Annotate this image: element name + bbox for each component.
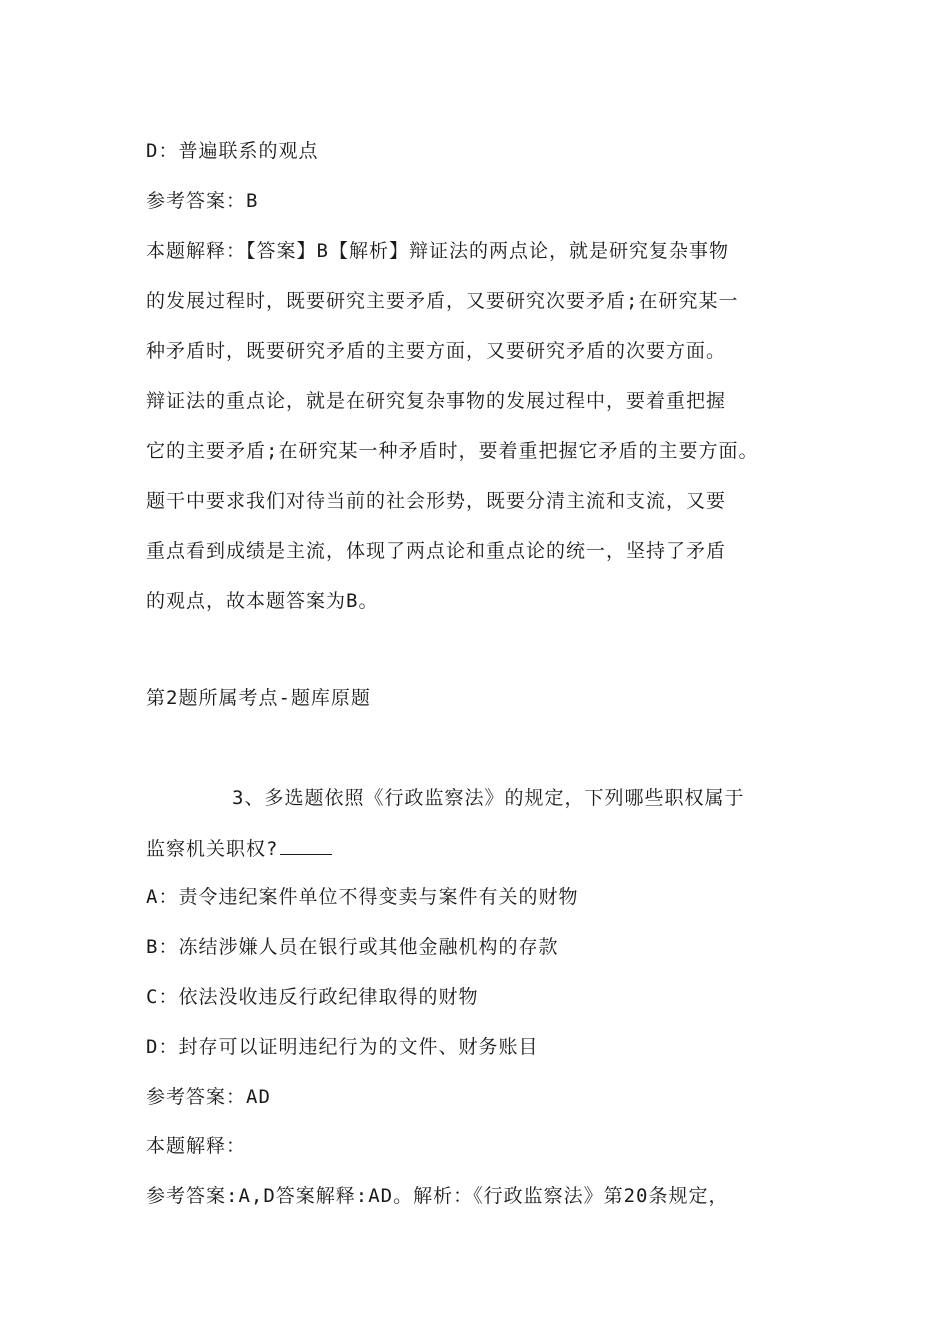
q2-explanation-line: 它的主要矛盾;在研究某一种矛盾时，要着重把握它矛盾的主要方面。 <box>146 440 759 462</box>
q3-option-d: D：封存可以证明违纪行为的文件、财务账目 <box>146 1036 539 1058</box>
q3-explanation-line: 参考答案:A,D答案解释:AD。解析：《行政监察法》第20条规定， <box>146 1185 729 1207</box>
q3-answer: 参考答案：AD <box>146 1086 271 1108</box>
q2-explanation-line: 的观点，故本题答案为B。 <box>146 590 379 612</box>
q2-explanation-line: 的发展过程时，既要研究主要矛盾，又要研究次要矛盾;在研究某一 <box>146 290 739 312</box>
q3-option-a: A：责令违纪案件单位不得变卖与案件有关的财物 <box>146 886 579 908</box>
q3-explanation-label: 本题解释： <box>146 1135 247 1157</box>
q2-knowledge-point: 第2题所属考点-题库原题 <box>146 687 371 709</box>
q2-answer: 参考答案：B <box>146 190 259 212</box>
q3-stem-line1: 3、多选题依照《行政监察法》的规定，下列哪些职权属于 <box>232 787 745 809</box>
q3-option-c: C：依法没收违反行政纪律取得的财物 <box>146 986 479 1008</box>
q2-explanation-line: 辩证法的重点论，就是在研究复杂事物的发展过程中，要着重把握 <box>146 390 727 412</box>
q3-option-b: B：冻结涉嫌人员在银行或其他金融机构的存款 <box>146 936 559 958</box>
answer-blank <box>280 836 332 855</box>
q3-stem-line2 <box>146 836 332 861</box>
q2-option-d: D：普遍联系的观点 <box>146 140 319 162</box>
q2-explanation-line: 题干中要求我们对待当前的社会形势，既要分清主流和支流，又要 <box>146 490 727 512</box>
q2-explanation-line: 重点看到成绩是主流，体现了两点论和重点论的统一，坚持了矛盾 <box>146 540 727 562</box>
q2-explanation-line: 本题解释：【答案】B【解析】辩证法的两点论，就是研究复杂事物 <box>146 240 729 262</box>
q2-explanation-line: 种矛盾时，既要研究矛盾的主要方面，又要研究矛盾的次要方面。 <box>146 340 727 362</box>
q3-stem-text: 监察机关职权? <box>146 838 279 860</box>
